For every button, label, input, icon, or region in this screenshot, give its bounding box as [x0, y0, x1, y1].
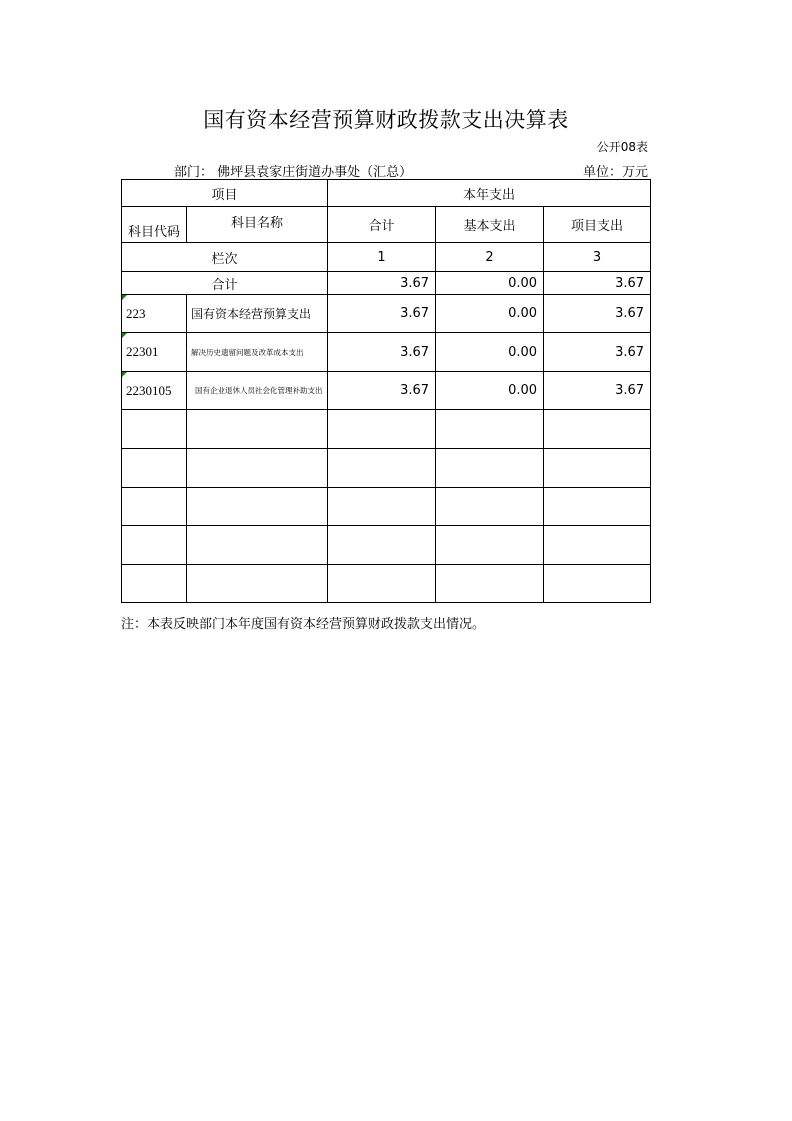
table-row [122, 333, 651, 372]
row-total: 3.67 [328, 333, 436, 372]
subject-name: 解决历史遗留问题及改革成本支出 [187, 333, 328, 372]
header-project: 项目 [122, 180, 328, 207]
column-index-row [122, 243, 651, 272]
table-row [122, 295, 651, 333]
total-project: 3.67 [544, 272, 651, 295]
footnote: 注：本表反映部门本年度国有资本经营预算财政拨款支出情况。 [121, 617, 486, 632]
column-index-1: 1 [328, 243, 436, 272]
empty-row [122, 410, 651, 449]
header-subject-code: 科目代码 [122, 207, 187, 243]
subject-code: 2230105 [122, 372, 187, 410]
header-basic: 基本支出 [436, 207, 544, 243]
expenditure-table [121, 179, 651, 603]
header-row-2 [122, 207, 651, 243]
empty-row [122, 526, 651, 565]
empty-row [122, 565, 651, 603]
header-subject-name: 科目名称 [187, 207, 328, 243]
row-total: 3.67 [328, 372, 436, 410]
report-title: 国有资本经营预算财政拨款支出决算表 [203, 108, 569, 132]
unit-label: 单位：万元 [582, 165, 648, 180]
row-basic: 0.00 [436, 372, 544, 410]
total-row [122, 272, 651, 295]
subject-name: 国有资本经营预算支出 [187, 295, 328, 333]
header-row-1 [122, 180, 651, 207]
empty-row [122, 449, 651, 488]
total-label: 合计 [122, 272, 328, 295]
column-index-2: 2 [436, 243, 544, 272]
row-project: 3.67 [544, 333, 651, 372]
header-project-expenditure: 项目支出 [544, 207, 651, 243]
department-label: 部门： 佛坪县袁家庄街道办事处（汇总） [174, 165, 413, 180]
row-project: 3.67 [544, 372, 651, 410]
empty-row [122, 488, 651, 526]
row-total: 3.67 [328, 295, 436, 333]
row-basic: 0.00 [436, 295, 544, 333]
row-basic: 0.00 [436, 333, 544, 372]
form-code: 公开08表 [596, 140, 648, 154]
total-basic: 0.00 [436, 272, 544, 295]
column-index-3: 3 [544, 243, 651, 272]
subject-code: 22301 [122, 333, 187, 372]
total-value: 3.67 [328, 272, 436, 295]
table-row [122, 372, 651, 410]
column-index-label: 栏次 [122, 243, 328, 272]
header-total: 合计 [328, 207, 436, 243]
row-project: 3.67 [544, 295, 651, 333]
subject-name: 国有企业退休人员社会化管理补助支出 [187, 372, 328, 410]
header-current-year: 本年支出 [328, 180, 651, 207]
subject-code: 223 [122, 295, 187, 333]
